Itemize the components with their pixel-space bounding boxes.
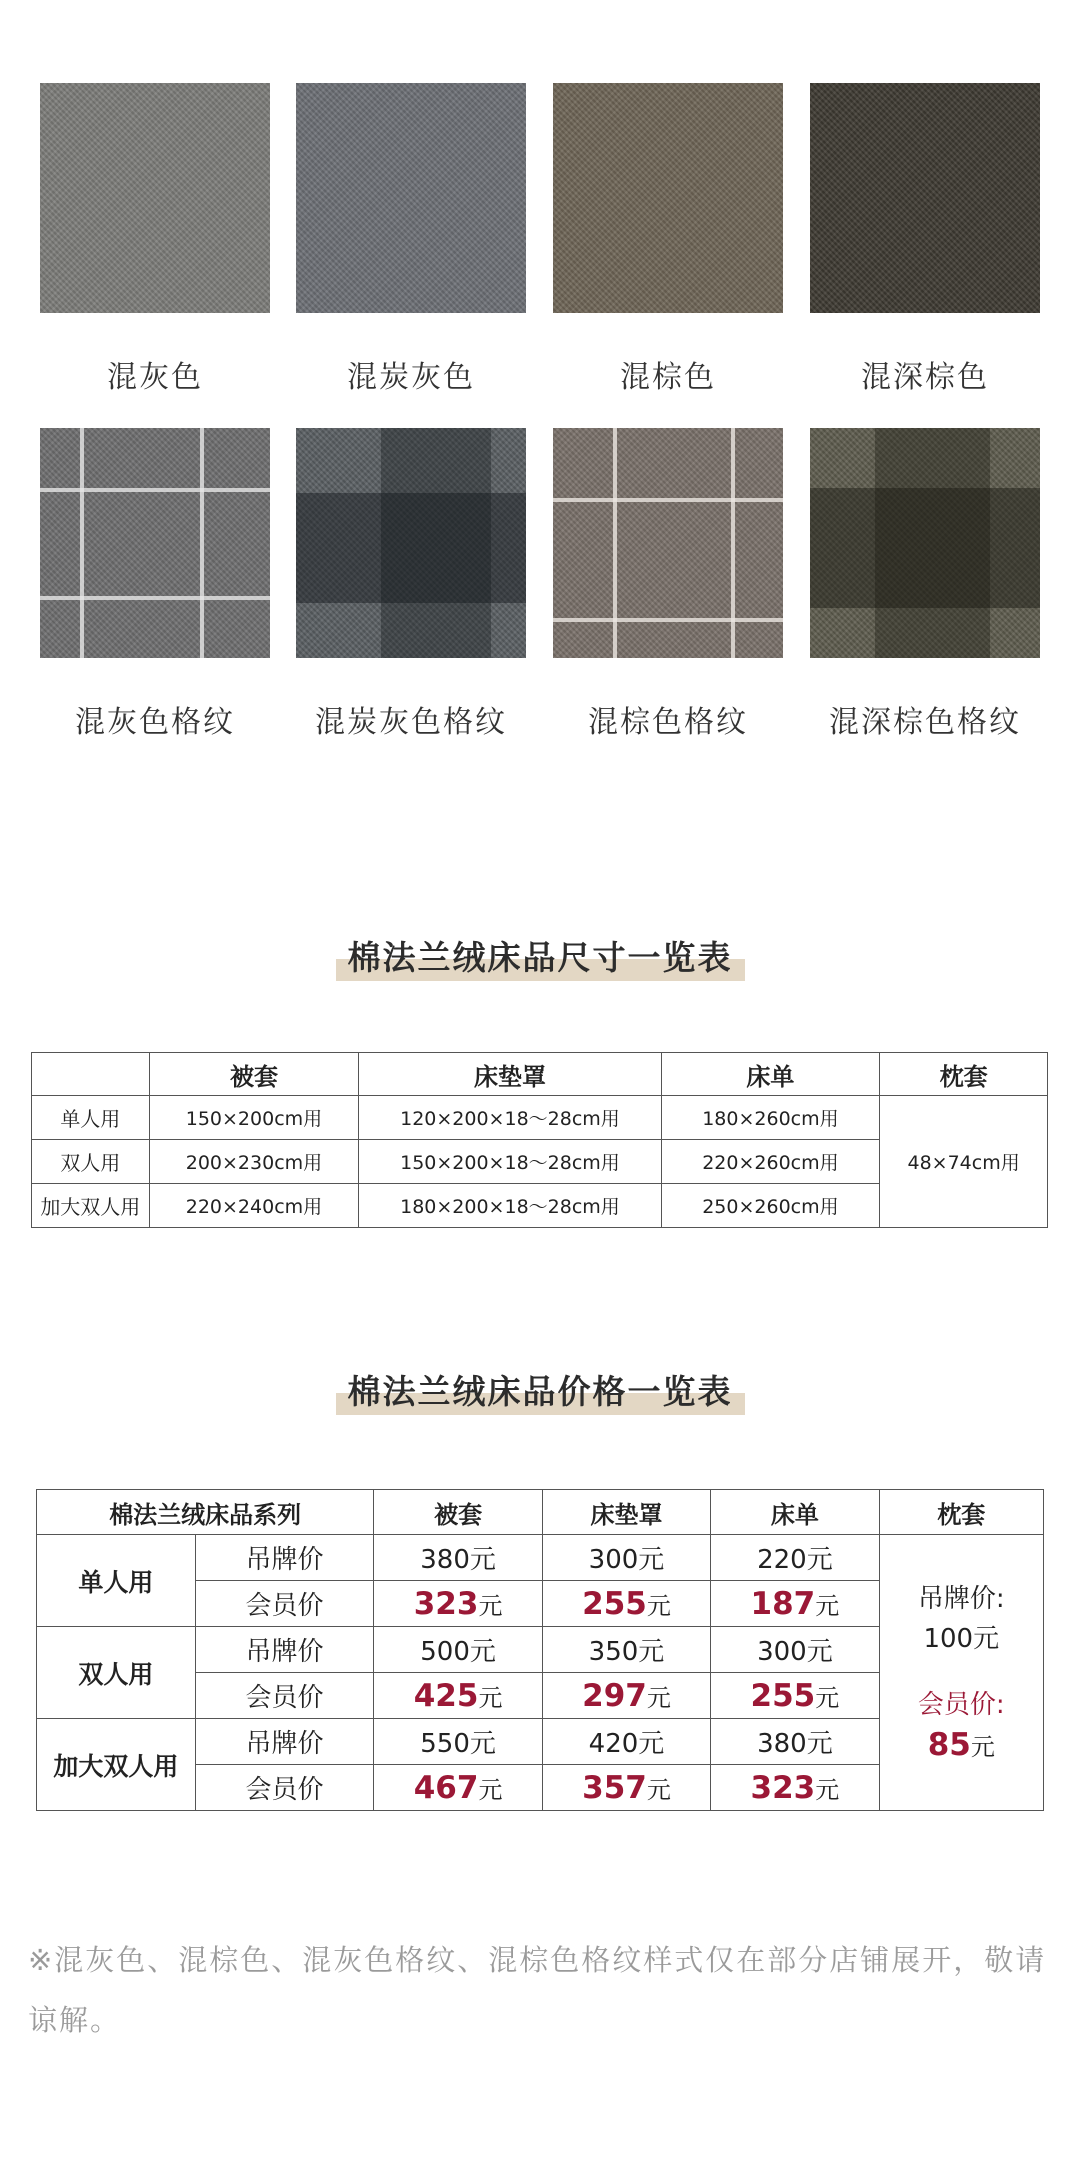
price-group-label: 单人用	[37, 1535, 196, 1627]
currency-unit: 元	[478, 1683, 503, 1712]
swatch-label: 混棕色	[620, 360, 716, 395]
price-group-label: 双人用	[37, 1627, 196, 1719]
currency-unit: 元	[478, 1591, 503, 1620]
member-price	[711, 1581, 879, 1627]
member-price-value: 425	[413, 1677, 479, 1714]
tag-price: 300元	[542, 1535, 710, 1581]
price-header-duvet: 被套	[374, 1490, 542, 1535]
swatch-mixed-dark-brown[interactable]	[810, 83, 1040, 313]
price-title-text: 棉法兰绒床品价格一览表	[347, 1372, 733, 1411]
table-row	[37, 1535, 1044, 1581]
pillow-price-cell	[879, 1535, 1043, 1811]
pillow-tag-label: 吊牌价:	[917, 1583, 1005, 1614]
size-cell: 150×200cm用	[149, 1096, 359, 1140]
size-cell: 220×240cm用	[149, 1184, 359, 1228]
member-price-value: 187	[750, 1585, 816, 1622]
member-price-value: 255	[750, 1677, 816, 1714]
availability-note: ※混灰色、混棕色、混灰色格纹、混棕色格纹样式仅在部分店铺展开，敬请谅解。	[28, 1943, 1047, 2037]
price-header-sheet: 床单	[711, 1490, 879, 1535]
swatch-label: 混灰色	[107, 360, 203, 395]
member-price-value: 467	[413, 1769, 479, 1806]
swatch-mixed-gray-plaid[interactable]	[40, 428, 270, 658]
swatch-label: 混深棕色格纹	[829, 705, 1021, 740]
currency-unit: 元	[646, 1775, 671, 1804]
price-table	[36, 1489, 1044, 1811]
currency-unit: 元	[478, 1775, 503, 1804]
size-header-sheet: 床单	[661, 1053, 880, 1096]
size-header-mattress: 床垫罩	[359, 1053, 661, 1096]
size-cell: 180×200×18～28cm用	[359, 1184, 661, 1228]
tag-price: 420元	[542, 1719, 710, 1765]
tag-price: 220元	[711, 1535, 879, 1581]
size-header-duvet: 被套	[149, 1053, 359, 1096]
size-cell: 200×230cm用	[149, 1140, 359, 1184]
currency-unit: 元	[815, 1775, 840, 1804]
size-header-empty	[32, 1053, 150, 1096]
tag-price-label: 吊牌价	[195, 1627, 374, 1673]
member-price-value: 357	[582, 1769, 647, 1806]
size-row-label: 加大双人用	[32, 1184, 150, 1228]
member-price	[374, 1673, 542, 1719]
swatch-mixed-dark-brown-plaid[interactable]	[810, 428, 1040, 658]
member-price-label: 会员价	[195, 1581, 374, 1627]
size-cell: 180×260cm用	[661, 1096, 880, 1140]
size-cell: 220×260cm用	[661, 1140, 880, 1184]
pillow-tag-value: 100元	[923, 1623, 1000, 1654]
price-header-mattress: 床垫罩	[542, 1490, 710, 1535]
size-pillow-cell: 48×74cm用	[880, 1096, 1048, 1228]
size-title-text: 棉法兰绒床品尺寸一览表	[347, 938, 733, 977]
swatch-label: 混炭灰色	[347, 360, 475, 395]
member-price	[374, 1765, 542, 1811]
size-table	[31, 1052, 1048, 1228]
swatch-label: 混深棕色	[861, 360, 989, 395]
table-row	[32, 1096, 1048, 1140]
swatch-mixed-charcoal-plaid[interactable]	[296, 428, 526, 658]
tag-price: 550元	[374, 1719, 542, 1765]
size-row-label: 单人用	[32, 1096, 150, 1140]
swatch-mixed-brown-plaid[interactable]	[553, 428, 783, 658]
member-price-value: 255	[582, 1585, 647, 1622]
currency-unit: 元	[815, 1591, 840, 1620]
member-price-value: 323	[413, 1585, 479, 1622]
member-price-value: 297	[582, 1677, 647, 1714]
member-price	[542, 1581, 710, 1627]
currency-unit: 元	[646, 1591, 671, 1620]
tag-price: 380元	[711, 1719, 879, 1765]
price-header-series: 棉法兰绒床品系列	[37, 1490, 374, 1535]
size-section-title	[0, 932, 1080, 979]
tag-price-label: 吊牌价	[195, 1719, 374, 1765]
member-price	[711, 1673, 879, 1719]
pillow-member-price	[880, 1725, 1043, 1767]
pillow-member-value: 85	[927, 1726, 971, 1763]
price-section-title	[0, 1366, 1080, 1413]
tag-price-label: 吊牌价	[195, 1535, 374, 1581]
swatch-label: 混棕色格纹	[588, 705, 748, 740]
swatch-mixed-brown[interactable]	[553, 83, 783, 313]
price-header-pillow: 枕套	[879, 1490, 1043, 1535]
price-group-label: 加大双人用	[37, 1719, 196, 1811]
currency-unit: 元	[970, 1732, 995, 1761]
size-cell: 150×200×18～28cm用	[359, 1140, 661, 1184]
pillow-member-label: 会员价:	[917, 1689, 1005, 1720]
swatch-label: 混灰色格纹	[75, 705, 235, 740]
size-cell: 250×260cm用	[661, 1184, 880, 1228]
size-header-row	[32, 1053, 1048, 1096]
currency-unit: 元	[815, 1683, 840, 1712]
member-price	[374, 1581, 542, 1627]
size-header-pillow: 枕套	[880, 1053, 1048, 1096]
member-price	[542, 1673, 710, 1719]
member-price-label: 会员价	[195, 1673, 374, 1719]
tag-price: 500元	[374, 1627, 542, 1673]
size-cell: 120×200×18～28cm用	[359, 1096, 661, 1140]
member-price	[711, 1765, 879, 1811]
currency-unit: 元	[646, 1683, 671, 1712]
member-price-label: 会员价	[195, 1765, 374, 1811]
swatch-mixed-gray[interactable]	[40, 83, 270, 313]
swatch-mixed-charcoal[interactable]	[296, 83, 526, 313]
size-row-label: 双人用	[32, 1140, 150, 1184]
member-price	[542, 1765, 710, 1811]
price-header-row	[37, 1490, 1044, 1535]
member-price-value: 323	[750, 1769, 816, 1806]
tag-price: 380元	[374, 1535, 542, 1581]
tag-price: 300元	[711, 1627, 879, 1673]
tag-price: 350元	[542, 1627, 710, 1673]
swatch-label: 混炭灰色格纹	[315, 705, 507, 740]
